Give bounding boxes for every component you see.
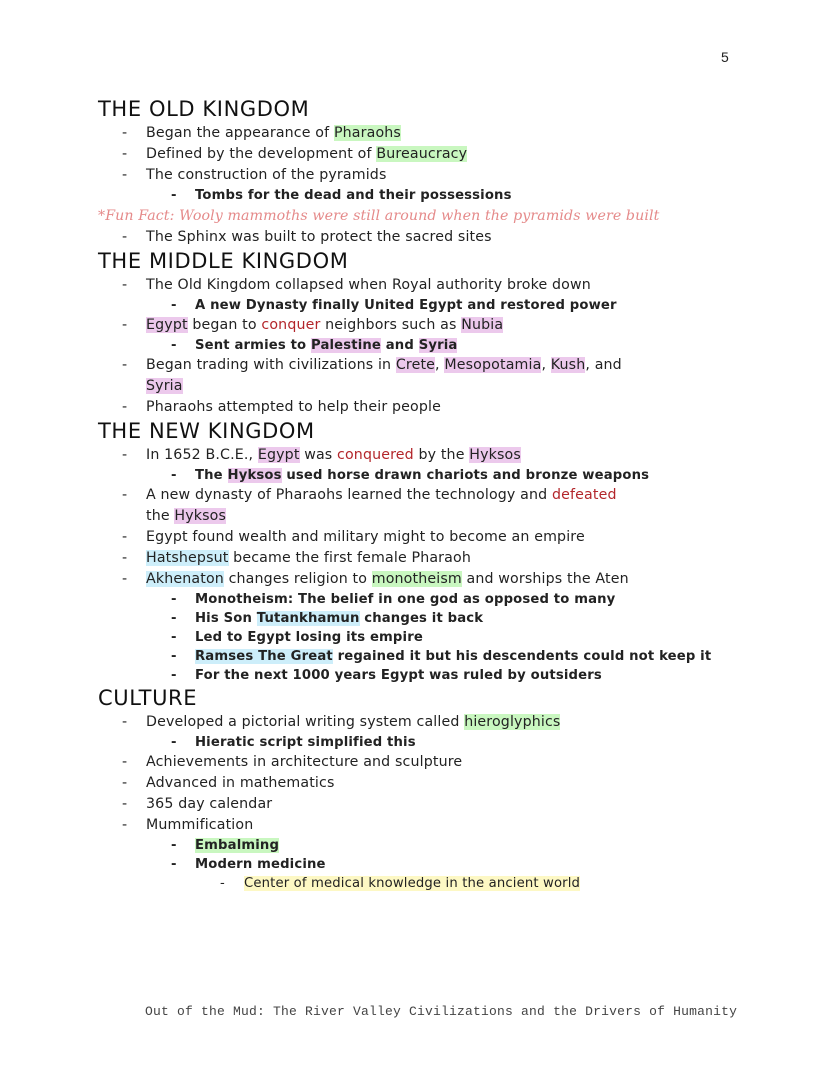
document-body bbox=[98, 96, 798, 893]
sub-list-item: - Ramses The Great regained it but his descendents could not keep it bbox=[171, 649, 712, 664]
sub-list-item: - For the next 1000 years Egypt was ruled by outsiders bbox=[171, 668, 602, 683]
sub-list-item: - His Son Tutankhamun changes it back bbox=[171, 611, 484, 626]
sub-list-item: - Sent armies to Palestine and Syria bbox=[171, 338, 458, 353]
list-item: - Defined by the development of Bureaucracy bbox=[122, 146, 468, 162]
sub-list-item: - The Hyksos used horse drawn chariots and bronze weapons bbox=[171, 468, 650, 483]
sub-list-item: - Monotheism: The belief in one god as opposed to many bbox=[171, 592, 616, 607]
list-item: - Egypt began to conquer neighbors such as Nubia bbox=[122, 317, 504, 333]
list-item: - Advanced in mathematics bbox=[122, 775, 335, 791]
list-item: - The Old Kingdom collapsed when Royal authority broke down bbox=[122, 277, 591, 293]
sub-list-item: - Hieratic script simplified this bbox=[171, 735, 416, 750]
list-item: - Began the appearance of Pharaohs bbox=[122, 125, 401, 141]
sub-list-item: - Modern medicine bbox=[171, 857, 326, 872]
section-heading-new-kingdom: THE NEW KINGDOM bbox=[98, 419, 315, 443]
list-item: - Pharaohs attempted to help their people bbox=[122, 399, 441, 415]
page-number: 5 bbox=[721, 49, 729, 65]
highlight-term: Pharaohs bbox=[333, 125, 401, 141]
list-item: - Achievements in architecture and sculpture bbox=[122, 754, 463, 770]
list-item: - Hatshepsut became the first female Pharaoh bbox=[122, 550, 471, 566]
list-item: - Akhenaton changes religion to monotheism and worships the Aten bbox=[122, 571, 629, 587]
list-item: - The Sphinx was built to protect the sacred sites bbox=[122, 229, 492, 245]
sub-sub-list-item: - Center of medical knowledge in the ancient world bbox=[220, 876, 581, 891]
sub-list-item: - Embalming bbox=[171, 838, 280, 853]
list-item: - Mummification bbox=[122, 817, 254, 833]
section-heading-old-kingdom: THE OLD KINGDOM bbox=[98, 97, 310, 121]
sub-list-item: - Led to Egypt losing its empire bbox=[171, 630, 423, 645]
list-item: - Began trading with civilizations in Crete, Mesopotamia, Kush, and Syria bbox=[122, 357, 622, 394]
list-item: - Developed a pictorial writing system called hieroglyphics bbox=[122, 714, 561, 730]
list-item: - In 1652 B.C.E., Egypt was conquered by the Hyksos bbox=[122, 447, 521, 463]
sub-list-item: - A new Dynasty finally United Egypt and restored power bbox=[171, 298, 617, 313]
page-footer: Out of the Mud: The River Valley Civilizations and the Drivers of Humanity bbox=[145, 1004, 738, 1019]
list-item: - 365 day calendar bbox=[122, 796, 273, 812]
section-heading-culture: CULTURE bbox=[98, 686, 198, 710]
list-item: - Egypt found wealth and military might to become an empire bbox=[122, 529, 585, 545]
fun-fact: *Fun Fact: Wooly mammoths were still around when the pyramids were built bbox=[98, 208, 660, 224]
sub-list-item: - Tombs for the dead and their possessions bbox=[171, 188, 512, 203]
list-item: - The construction of the pyramids bbox=[122, 167, 387, 183]
highlight-term: Bureaucracy bbox=[376, 146, 468, 162]
list-item: - A new dynasty of Pharaohs learned the technology and defeated the Hyksos bbox=[122, 487, 617, 524]
section-heading-middle-kingdom: THE MIDDLE KINGDOM bbox=[98, 249, 349, 273]
